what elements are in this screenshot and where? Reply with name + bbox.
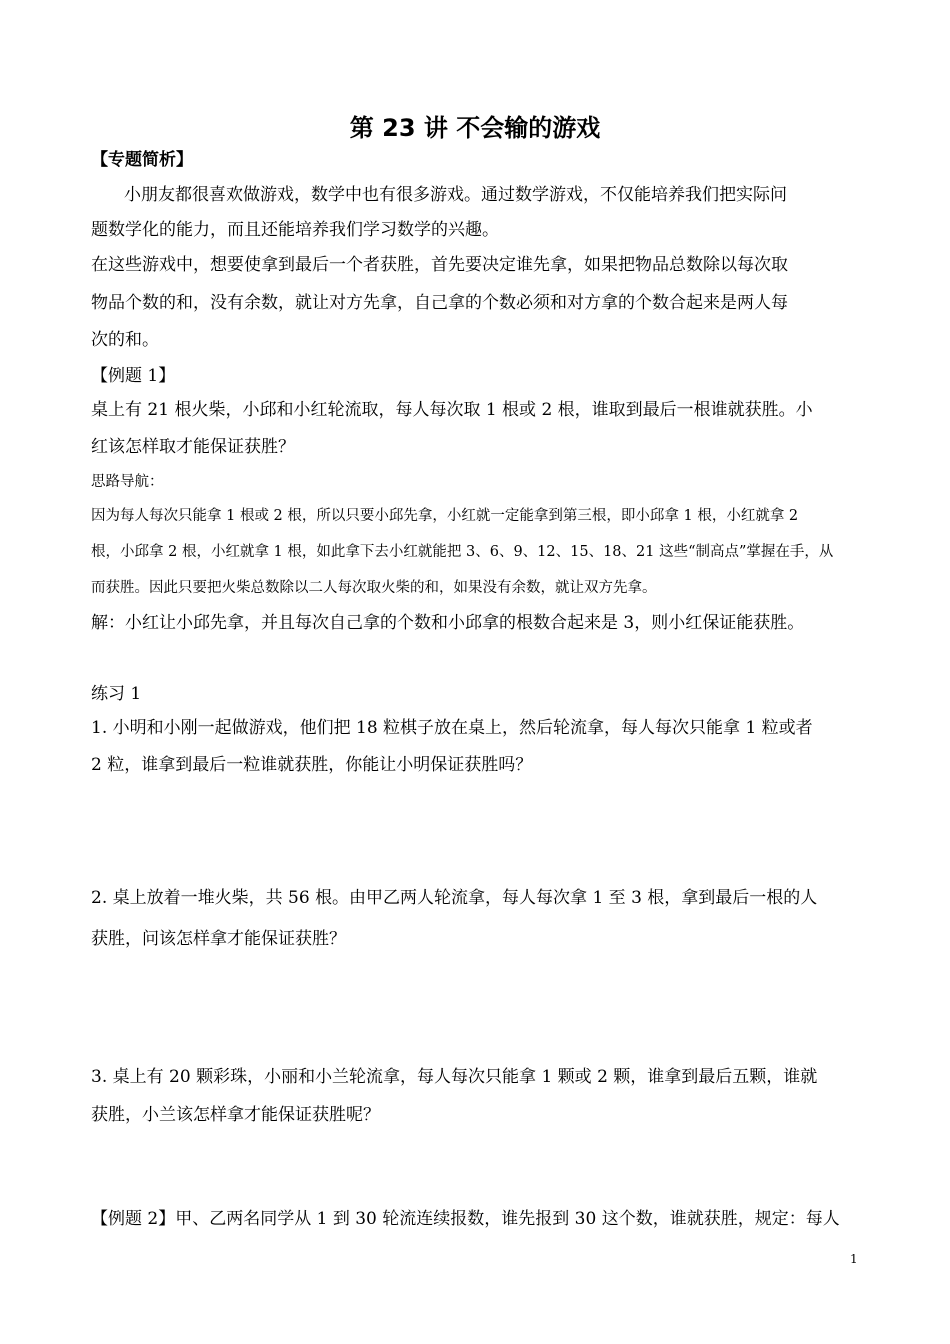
intro-line-1: 小朋友都很喜欢做游戏，数学中也有很多游戏。通过数学游戏，不仅能培养我们把实际问 xyxy=(124,185,787,205)
example1-heading: 【例题 1】 xyxy=(91,366,176,386)
intro-line-2: 题数学化的能力，而且还能培养我们学习数学的兴趣。 xyxy=(91,220,499,240)
practice1-q1-line-1: 1. 小明和小刚一起做游戏，他们把 18 粒棋子放在桌上，然后轮流拿，每人每次只能拿 1 粒或者 xyxy=(91,718,813,738)
practice1-heading: 练习 1 xyxy=(91,684,142,704)
example2-line: 【例题 2】甲、乙两名同学从 1 到 30 轮流连续报数，谁先报到 30 这个数，谁就获胜，规定：每人 xyxy=(91,1209,840,1229)
practice1-q3-line-2: 获胜，小兰该怎样拿才能保证获胜呢？ xyxy=(91,1105,380,1125)
intro-line-3: 在这些游戏中，想要使拿到最后一个者获胜，首先要决定谁先拿，如果把物品总数除以每次取 xyxy=(91,255,788,275)
intro-line-4: 物品个数的和，没有余数，就让对方先拿，自己拿的个数必须和对方拿的个数合起来是两人每 xyxy=(91,293,788,313)
section-heading: 【专题简析】 xyxy=(91,150,193,170)
example1-problem-line-1: 桌上有 21 根火柴，小邱和小红轮流取，每人每次取 1 根或 2 根，谁取到最后一根谁就获胜。小 xyxy=(91,400,813,420)
hint-label: 思路导航： xyxy=(91,474,164,490)
hint-line-2: 根，小邱拿 2 根，小红就拿 1 根，如此拿下去小红就能把 3、6、9、12、15、18、21 这些“制高点”掌握在手，从 xyxy=(91,544,834,560)
practice1-q2-line-2: 获胜，问该怎样拿才能保证获胜？ xyxy=(91,929,346,949)
practice1-q3-line-1: 3. 桌上有 20 颗彩珠，小丽和小兰轮流拿，每人每次只能拿 1 颗或 2 颗，谁拿到最后五颗，谁就 xyxy=(91,1067,818,1087)
example1-problem-line-2: 红该怎样取才能保证获胜？ xyxy=(91,437,295,457)
page-number: 1 xyxy=(850,1252,858,1266)
hint-line-1: 因为每人每次只能拿 1 根或 2 根，所以只要小邱先拿，小红就一定能拿到第三根，即小邱拿 1 根，小红就拿 2 xyxy=(91,508,799,524)
page-title: 第 23 讲 不会输的游戏 xyxy=(349,114,601,142)
practice1-q2-line-1: 2. 桌上放着一堆火柴，共 56 根。由甲乙两人轮流拿，每人每次拿 1 至 3 根，拿到最后一根的人 xyxy=(91,888,818,908)
example1-solution: 解：小红让小邱先拿，并且每次自己拿的个数和小邱拿的根数合起来是 3，则小红保证能获胜。 xyxy=(91,613,805,633)
hint-line-3: 而获胜。因此只要把火柴总数除以二人每次取火柴的和，如果没有余数，就让双方先拿。 xyxy=(91,580,657,596)
intro-line-5: 次的和。 xyxy=(91,330,159,350)
practice1-q1-line-2: 2 粒，谁拿到最后一粒谁就获胜，你能让小明保证获胜吗？ xyxy=(91,755,533,775)
